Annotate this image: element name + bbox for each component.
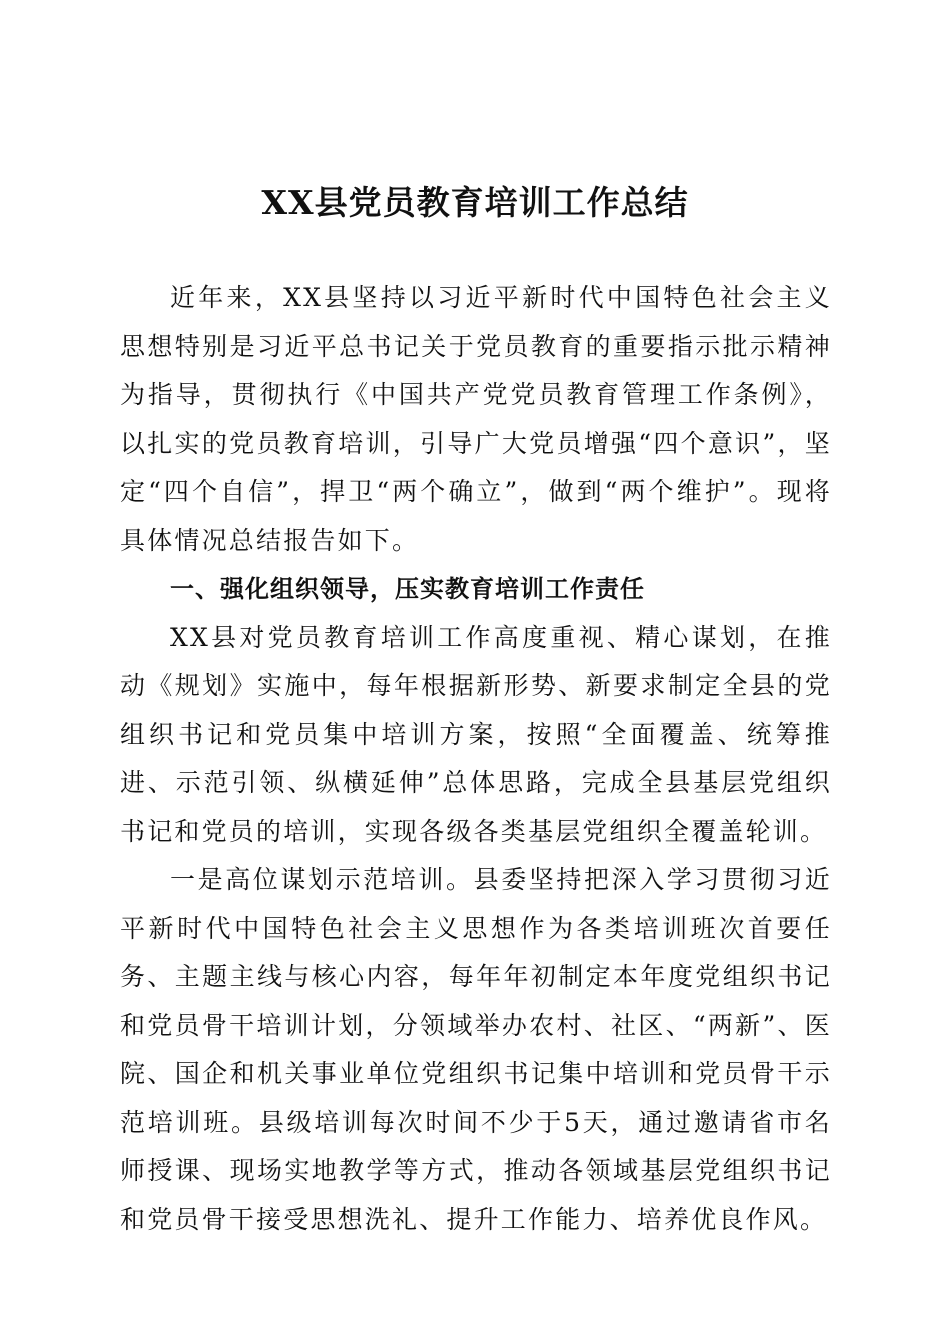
section-1-paragraph-2: 一是高位谋划示范培训。县委坚持把深入学习贯彻习近平新时代中国特色社会主义思想作为各类培训班次首要任务、主题主线与核心内容，每年年初制定本年度党组织书记和党员骨干培训计划，分领域举办农村、社区、“两新”、医院、国企和机关事业单位党组织书记集中培训和党员骨干示范培训班。县级培训每次时间不少于5天，通过邀请省市名师授课、现场实地教学等方式，推动各领域基层党组织书记和党员骨干接受思想洗礼、提升工作能力、培养优良作风。 <box>120 865 832 1234</box>
intro-paragraph: 近年来，XX县坚持以习近平新时代中国特色社会主义思想特别是习近平总书记关于党员教育的重要指示批示精神为指导，贯彻执行《中国共产党党员教育管理工作条例》，以扎实的党员教育培训，引导广大党员增强“四个意识”，坚定“四个自信”，捍卫“两个确立”，做到“两个维护”。现将具体情况总结报告如下。 <box>120 283 832 555</box>
section-1-paragraph-1: XX县对党员教育培训工作高度重视、精心谋划，在推动《规划》实施中，每年根据新形势、新要求制定全县的党组织书记和党员集中培训方案，按照“全面覆盖、统筹推进、示范引领、纵横延伸”总体思路，完成全县基层党组织书记和党员的培训，实现各级各类基层党组织全覆盖轮训。 <box>120 622 832 846</box>
document-title: XX县党员教育培训工作总结 <box>261 183 689 222</box>
document-body <box>120 274 832 1244</box>
section-heading-1: 一、强化组织领导，压实教育培训工作责任 <box>170 575 645 603</box>
